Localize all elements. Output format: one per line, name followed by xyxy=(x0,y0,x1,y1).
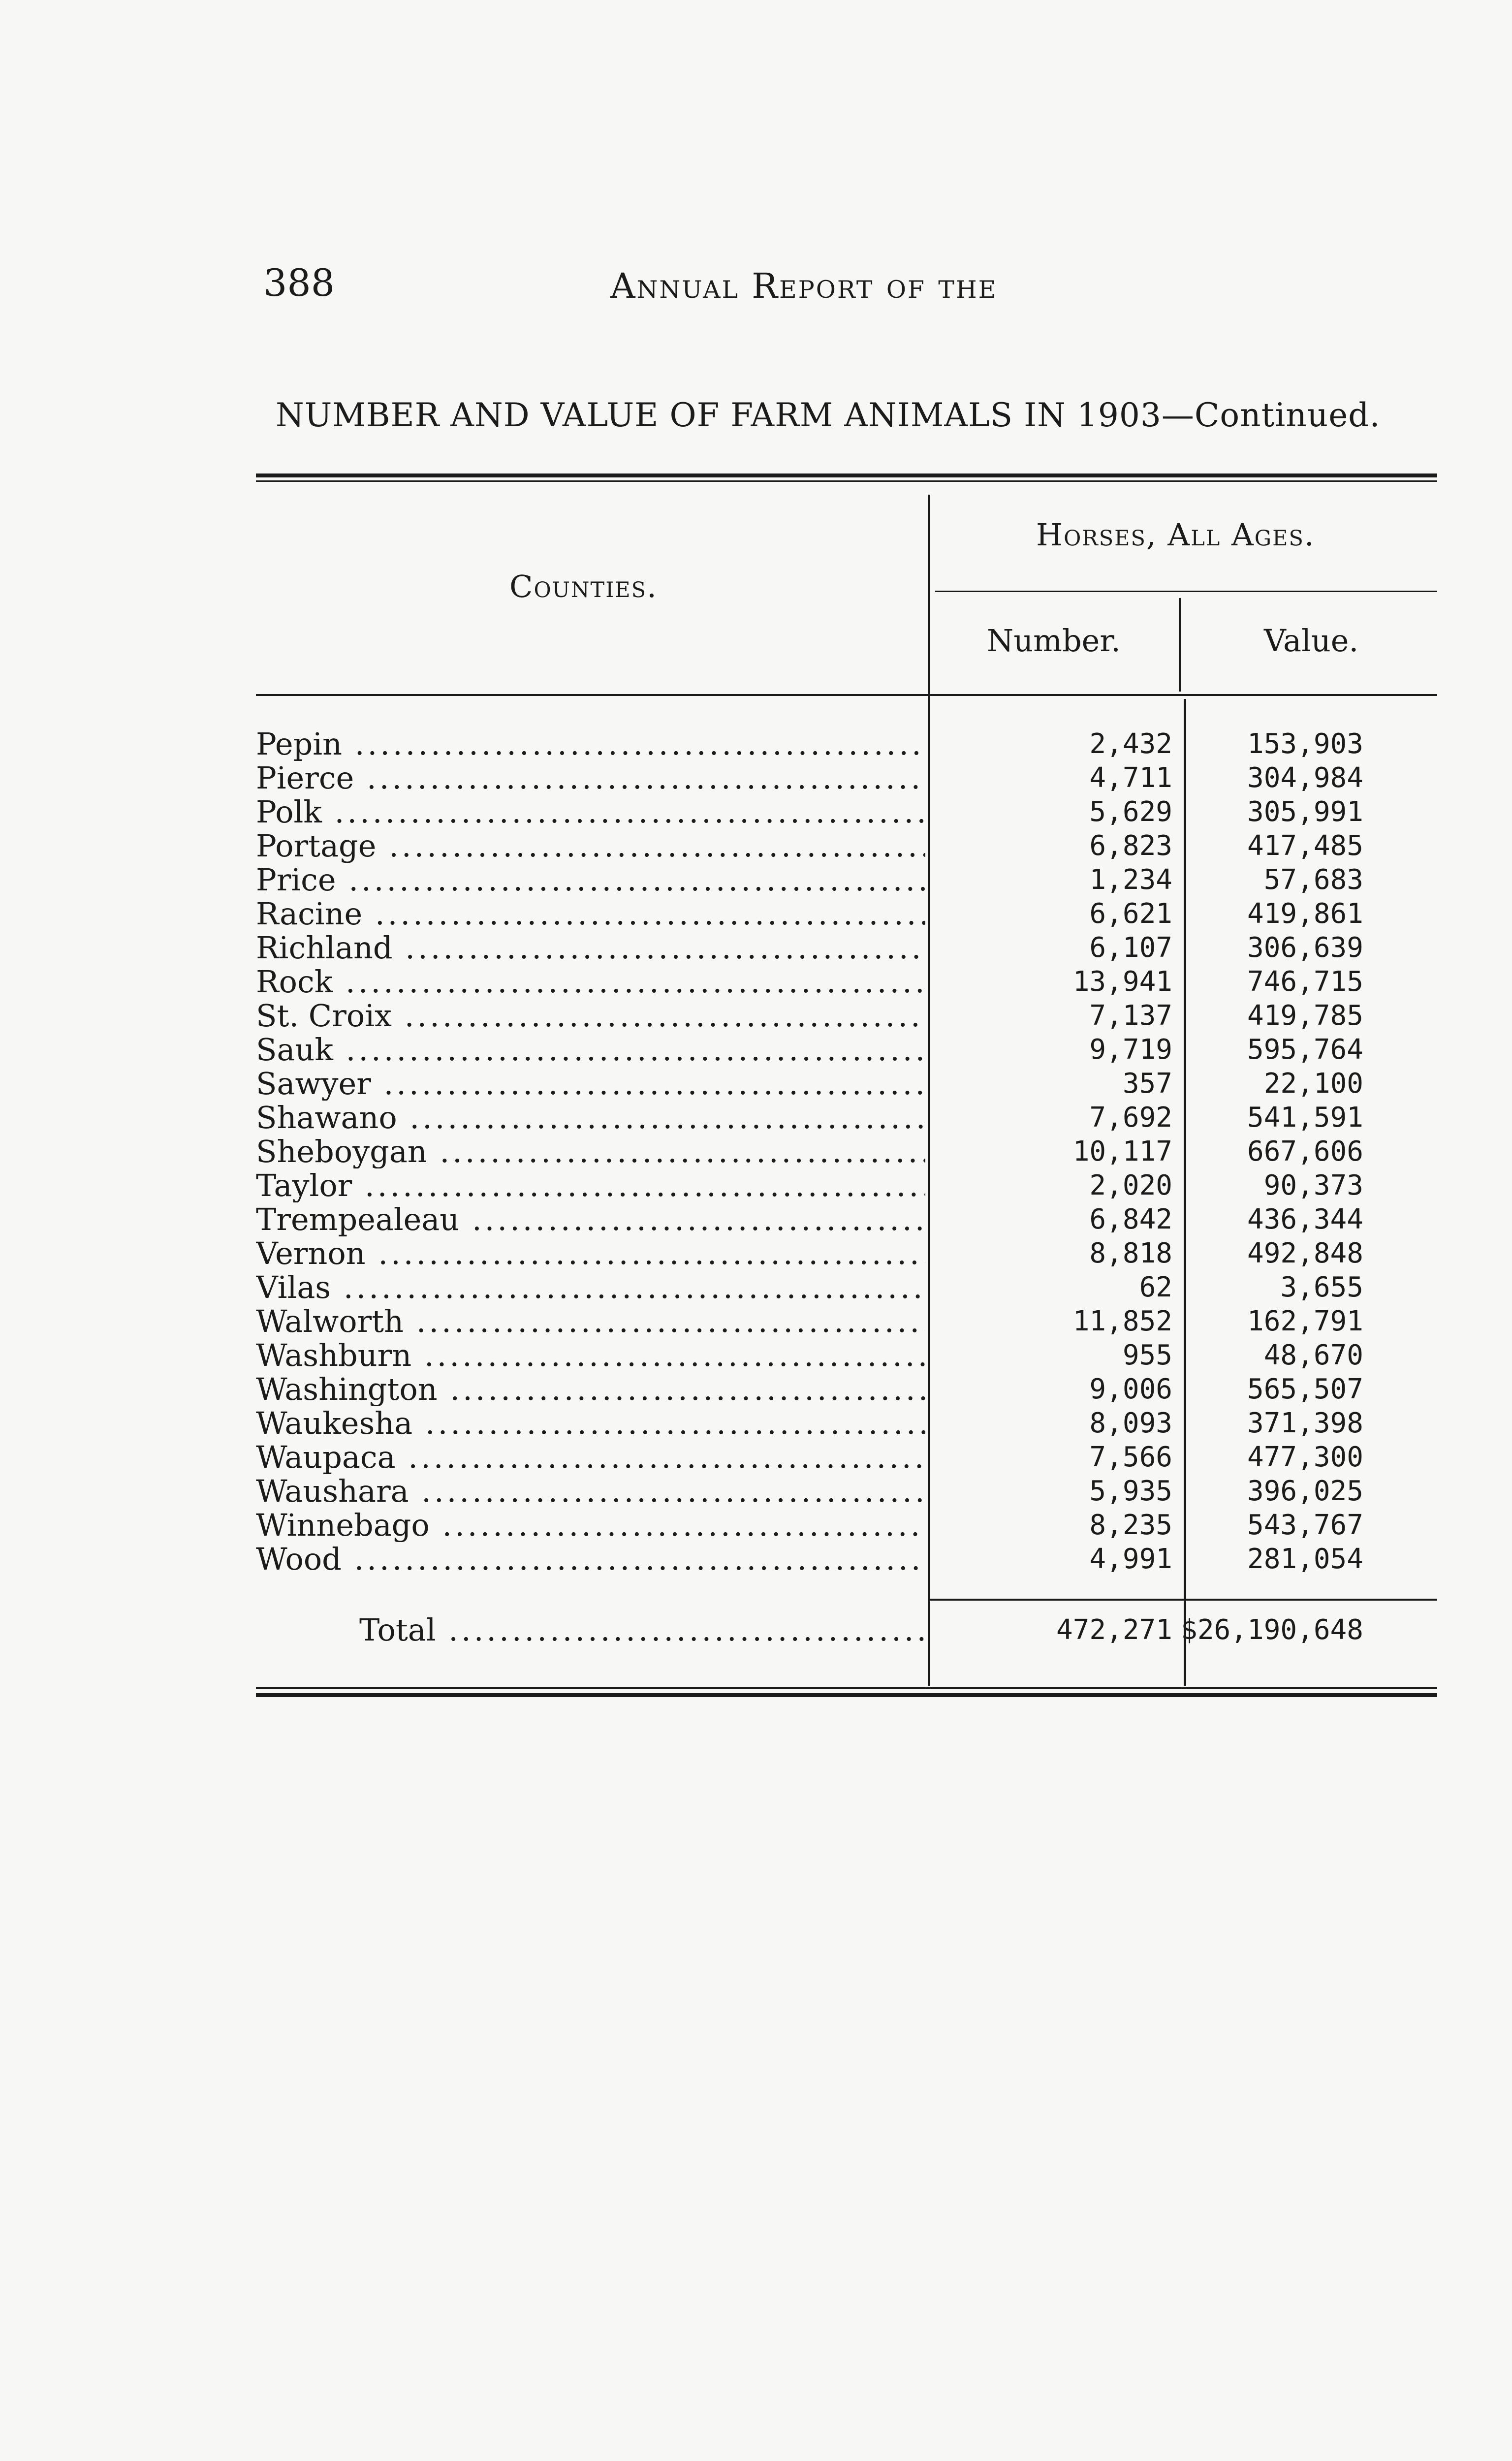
horses-number: 62 xyxy=(1139,1271,1172,1303)
table-top-rule-thin xyxy=(256,480,1437,482)
horses-value: 419,861 xyxy=(1247,898,1363,930)
county-name: Walworth ..... xyxy=(256,1305,925,1338)
header-bottom-rule xyxy=(256,694,1437,696)
header-horses: Horses, All Ages. xyxy=(1036,517,1315,553)
table-row xyxy=(256,1135,1403,1168)
county-name: Portage ..... xyxy=(256,829,925,863)
horses-value: 667,606 xyxy=(1247,1136,1363,1167)
county-name: Taylor ..... xyxy=(256,1169,925,1202)
table-row xyxy=(256,863,1403,897)
table-row xyxy=(256,897,1403,931)
table-row xyxy=(256,1339,1403,1372)
horses-number: 6,842 xyxy=(1089,1203,1172,1235)
horses-number: 13,941 xyxy=(1072,966,1172,998)
header-value: Value. xyxy=(1264,623,1359,659)
horses-value: 153,903 xyxy=(1247,728,1363,760)
horses-value: 436,344 xyxy=(1247,1203,1363,1235)
table-row xyxy=(256,1475,1403,1508)
horses-number: 6,823 xyxy=(1089,830,1172,862)
horses-value: 396,025 xyxy=(1247,1475,1363,1507)
county-name: Winnebago ..... xyxy=(256,1509,925,1542)
horses-number: 6,621 xyxy=(1089,898,1172,930)
horses-value: 746,715 xyxy=(1247,966,1363,998)
table-row xyxy=(256,931,1403,965)
horses-number: 7,137 xyxy=(1089,1000,1172,1032)
header-group-underline xyxy=(935,591,1437,592)
county-name: Vilas ..... xyxy=(256,1271,925,1304)
horses-value: 281,054 xyxy=(1247,1543,1363,1575)
table-row xyxy=(256,1509,1403,1542)
county-name: St. Croix ..... xyxy=(256,999,925,1033)
table-row xyxy=(256,1067,1403,1101)
total-label: Total ..... xyxy=(359,1613,925,1647)
horses-number: 1,234 xyxy=(1089,864,1172,896)
county-name: Sauk ..... xyxy=(256,1033,925,1067)
table-row xyxy=(256,829,1403,863)
county-name: Trempealeau ..... xyxy=(256,1203,925,1236)
table-row xyxy=(256,1237,1403,1270)
horses-value: 3,655 xyxy=(1280,1271,1363,1303)
horses-number: 2,432 xyxy=(1089,728,1172,760)
table-bottom-rule xyxy=(256,1687,1437,1689)
horses-number: 5,629 xyxy=(1089,796,1172,828)
horses-value: 48,670 xyxy=(1263,1339,1363,1371)
table-row xyxy=(256,1203,1403,1236)
table-row xyxy=(256,1407,1403,1440)
county-name: Shawano ..... xyxy=(256,1101,925,1135)
county-name: Price ..... xyxy=(256,863,925,897)
horses-number: 2,020 xyxy=(1089,1169,1172,1201)
county-name: Sawyer ..... xyxy=(256,1067,925,1101)
table-row xyxy=(256,1305,1403,1338)
county-name: Polk ..... xyxy=(256,795,925,829)
county-name: Pierce ..... xyxy=(256,761,925,795)
horses-number: 9,719 xyxy=(1089,1034,1172,1066)
table-row xyxy=(256,1271,1403,1304)
county-name: Washburn ..... xyxy=(256,1339,925,1372)
table-row xyxy=(256,965,1403,999)
horses-number: 7,692 xyxy=(1089,1102,1172,1134)
header-number: Number. xyxy=(987,623,1121,659)
horses-value: 306,639 xyxy=(1247,932,1363,964)
horses-number: 9,006 xyxy=(1089,1373,1172,1405)
county-name: Sheboygan ..... xyxy=(256,1135,925,1168)
horses-value: 305,991 xyxy=(1247,796,1363,828)
table-row xyxy=(256,1033,1403,1067)
horses-number: 11,852 xyxy=(1072,1305,1172,1337)
county-name: Washington ..... xyxy=(256,1373,925,1406)
table-row xyxy=(256,999,1403,1033)
horses-value: 419,785 xyxy=(1247,1000,1363,1032)
horses-value: 22,100 xyxy=(1263,1068,1363,1100)
header-counties: Counties. xyxy=(509,568,658,604)
horses-number: 7,566 xyxy=(1089,1441,1172,1473)
table-row xyxy=(256,1101,1403,1135)
table-top-rule xyxy=(256,473,1437,477)
horses-number: 5,935 xyxy=(1089,1475,1172,1507)
table-row xyxy=(256,795,1403,829)
total-value: $26,190,648 xyxy=(1181,1614,1363,1646)
total-number: 472,271 xyxy=(1056,1614,1172,1646)
table-row xyxy=(256,1543,1403,1576)
county-name: Waukesha ..... xyxy=(256,1407,925,1440)
county-name: Racine ..... xyxy=(256,897,925,931)
county-name: Wood ..... xyxy=(256,1543,925,1576)
county-name: Rock ..... xyxy=(256,965,925,999)
horses-number: 8,818 xyxy=(1089,1237,1172,1269)
horses-value: 304,984 xyxy=(1247,762,1363,794)
horses-number: 8,093 xyxy=(1089,1407,1172,1439)
county-name: Pepin ..... xyxy=(256,727,925,761)
horses-value: 477,300 xyxy=(1247,1441,1363,1473)
table-row xyxy=(256,727,1403,761)
table-row xyxy=(256,1169,1403,1202)
horses-number: 357 xyxy=(1122,1068,1172,1100)
county-name: Vernon ..... xyxy=(256,1237,925,1270)
table-row xyxy=(256,1373,1403,1406)
page-number: 388 xyxy=(263,261,335,305)
column-divider-number-header xyxy=(1179,598,1181,692)
horses-number: 955 xyxy=(1122,1339,1172,1371)
county-name: Richland ..... xyxy=(256,931,925,965)
horses-value: 595,764 xyxy=(1247,1034,1363,1066)
horses-value: 90,373 xyxy=(1263,1169,1363,1201)
horses-number: 8,235 xyxy=(1089,1509,1172,1541)
horses-value: 162,791 xyxy=(1247,1305,1363,1337)
county-name: Waushara ..... xyxy=(256,1475,925,1508)
horses-value: 57,683 xyxy=(1263,864,1363,896)
horses-number: 4,991 xyxy=(1089,1543,1172,1575)
county-name: Waupaca ..... xyxy=(256,1441,925,1474)
horses-value: 541,591 xyxy=(1247,1102,1363,1134)
horses-value: 565,507 xyxy=(1247,1373,1363,1405)
horses-number: 10,117 xyxy=(1072,1136,1172,1167)
horses-value: 543,767 xyxy=(1247,1509,1363,1541)
running-head: Annual Report of the xyxy=(610,266,998,306)
total-row xyxy=(256,1613,1403,1647)
horses-value: 492,848 xyxy=(1247,1237,1363,1269)
horses-number: 6,107 xyxy=(1089,932,1172,964)
horses-number: 4,711 xyxy=(1089,762,1172,794)
horses-value: 417,485 xyxy=(1247,830,1363,862)
table-row xyxy=(256,1441,1403,1474)
horses-value: 371,398 xyxy=(1247,1407,1363,1439)
table-bottom-rule-thick xyxy=(256,1693,1437,1697)
table-row xyxy=(256,761,1403,795)
table-title: NUMBER AND VALUE OF FARM ANIMALS IN 1903—Continued. xyxy=(276,396,1381,434)
